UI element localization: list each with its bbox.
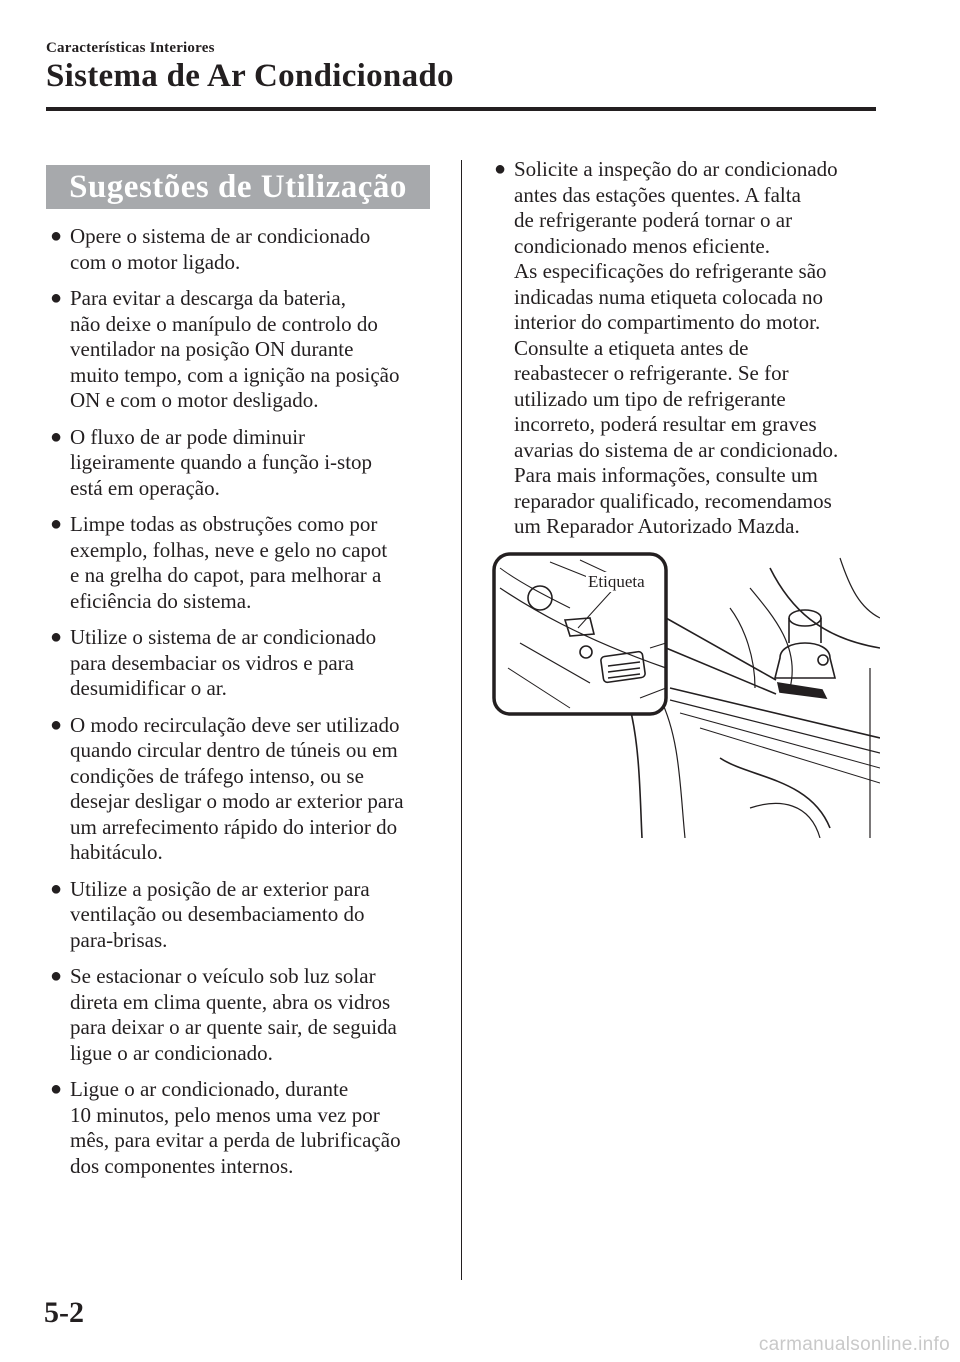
bullet-item xyxy=(46,877,436,954)
bullet-dot-icon: ● xyxy=(50,287,63,309)
bullet-text: O fluxo de ar pode diminuir ligeiramente quando a função i-stop está em operação. xyxy=(70,424,373,500)
engine-compartment-figure xyxy=(490,548,880,838)
bullet-text: Para evitar a descarga da bateria, não deixe o manípulo de controlo do ventilador na posição ON durante muito tempo, com a ignição na posição ON e com o motor desligado. xyxy=(70,286,400,412)
bullet-dot-icon: ● xyxy=(494,158,507,180)
bullet-dot-icon: ● xyxy=(50,877,63,900)
bullet-text: Utilize a posição de ar exterior para ventilação ou desembaciamento do para-brisas. xyxy=(70,876,370,952)
bullet-dot-icon: ● xyxy=(50,626,63,648)
bullet-dot-icon: ● xyxy=(50,1078,63,1100)
bullet-item xyxy=(46,713,436,866)
bullet-item xyxy=(46,286,436,414)
bullet-item xyxy=(46,425,436,502)
bullet-item xyxy=(46,625,436,702)
bullet-dot-icon: ● xyxy=(50,225,63,247)
page-title: Sistema de Ar Condicionado xyxy=(46,58,454,94)
bullet-item xyxy=(46,1077,436,1179)
bullet-item xyxy=(46,224,436,275)
column-divider xyxy=(461,160,462,1280)
bullet-dot-icon: ● xyxy=(50,713,63,736)
right-bullet-list xyxy=(490,157,880,551)
bullet-dot-icon: ● xyxy=(50,425,63,448)
bullet-dot-icon: ● xyxy=(50,965,63,987)
bullet-text: O modo recirculação deve ser utilizado quando circular dentro de túneis ou em condições de tráfego intenso, ou se desejar desligar o modo ar exterior para um arrefecimento rápido do interior do habitáculo. xyxy=(70,712,404,864)
bullet-item xyxy=(490,157,880,540)
header-section-label: Características Interiores xyxy=(46,40,215,56)
page-number: 5-2 xyxy=(44,1296,84,1329)
bullet-text: Limpe todas as obstruções como por exemplo, folhas, neve e gelo no capot e na grelha do capot, para melhorar a eficiência do sistema. xyxy=(70,512,388,613)
bullet-text: Opere o sistema de ar condicionado com o motor ligado. xyxy=(70,224,371,274)
section-heading: Sugestões de Utilização xyxy=(46,165,430,209)
header-rule xyxy=(46,107,876,111)
left-bullet-list xyxy=(46,224,436,1190)
engine-compartment-illustration xyxy=(490,548,880,838)
watermark: carmanualsonline.info xyxy=(758,1334,950,1355)
bullet-dot-icon: ● xyxy=(50,513,63,535)
bullet-text: Solicite a inspeção do ar condicionado antes das estações quentes. A falta de refrigerante poderá tornar o ar condicionado menos eficiente. As especificações do refrigerante são indicadas numa etiqueta colocada no interior do compartimento do motor. Consulte a etiqueta antes de reabastecer o refrigerante. Se for utilizado um tipo de refrigerante incorreto, poderá resultar em graves avarias do sistema de ar condicionado. Para mais informações, consulte um reparador qualificado, recomendamos um Reparador Autorizado Mazda. xyxy=(514,157,839,538)
bullet-item xyxy=(46,512,436,614)
bullet-text: Utilize o sistema de ar condicionado para desembaciar os vidros e para desumidificar o ar. xyxy=(70,625,377,700)
bullet-item xyxy=(46,964,436,1066)
figure-label-etiqueta: Etiqueta xyxy=(588,572,645,591)
bullet-text: Se estacionar o veículo sob luz solar direta em clima quente, abra os vidros para deixar o ar quente sair, de seguida ligue o ar condicionado. xyxy=(70,964,397,1065)
bullet-text: Ligue o ar condicionado, durante 10 minutos, pelo menos uma vez por mês, para evitar a perda de lubrificação dos componentes internos. xyxy=(70,1077,401,1178)
